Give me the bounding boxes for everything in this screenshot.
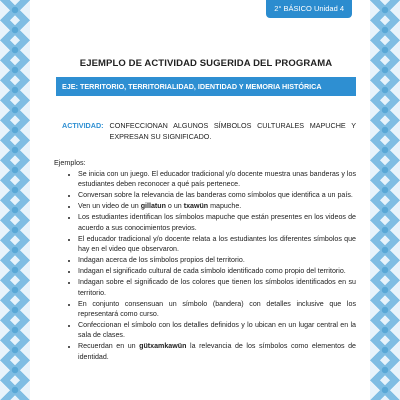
list-item: • Los estudiantes identifican los símbolos mapuche que están presentes en los videos de acuerdo a sus conocimientos previos. — [78, 212, 356, 233]
list-item: • Ven un video de un gillatun o un txawün mapuche. — [78, 201, 356, 211]
list-item: • Indagan el significado cultural de cada símbolo identificado como propio del territorio. — [78, 266, 356, 276]
list-item: • Indagan sobre el significado de los colores que tienen los símbolos identificados en su territorio. — [78, 277, 356, 298]
examples-list — [56, 169, 356, 362]
list-item: • Se inicia con un juego. El educador tradicional y/o docente muestra unas banderas y los estudiantes deben reconocer a qué país pertenece. — [78, 169, 356, 190]
list-item: • Conversan sobre la relevancia de las banderas como símbolos que identifica a un país. — [78, 190, 356, 200]
list-item: • Recuerdan en un gütxamkawün la relevancia de los símbolos como elementos de identidad. — [78, 341, 356, 362]
list-item: • El educador tradicional y/o docente relata a los estudiantes los diferentes símbolos que hay en el video que observaron. — [78, 234, 356, 255]
decorative-border-left — [0, 0, 30, 400]
unit-tab: 2° BÁSICO Unidad 4 — [266, 0, 352, 18]
examples-label: Ejemplos: — [54, 158, 86, 167]
axis-banner: EJE: TERRITORIO, TERRITORIALIDAD, IDENTIDAD Y MEMORIA HISTÓRICA — [56, 77, 356, 96]
list-item: • En conjunto consensuan un símbolo (bandera) con detalles inclusive que los representará como curso. — [78, 299, 356, 320]
activity-label: ACTIVIDAD: — [62, 121, 104, 130]
activity-text: CONFECCIONAN ALGUNOS SÍMBOLOS CULTURALES MAPUCHE Y EXPRESAN SU SIGNIFICADO. — [109, 121, 356, 141]
list-item: • Indagan acerca de los símbolos propios del territorio. — [78, 255, 356, 265]
decorative-border-right — [370, 0, 400, 400]
list-item: • Confeccionan el símbolo con los detalles definidos y lo ubican en un lugar central en la sala de clases. — [78, 320, 356, 341]
activity-block — [56, 120, 356, 142]
page-title: EJEMPLO DE ACTIVIDAD SUGERIDA DEL PROGRAMA — [79, 58, 333, 69]
document-content — [56, 58, 356, 363]
